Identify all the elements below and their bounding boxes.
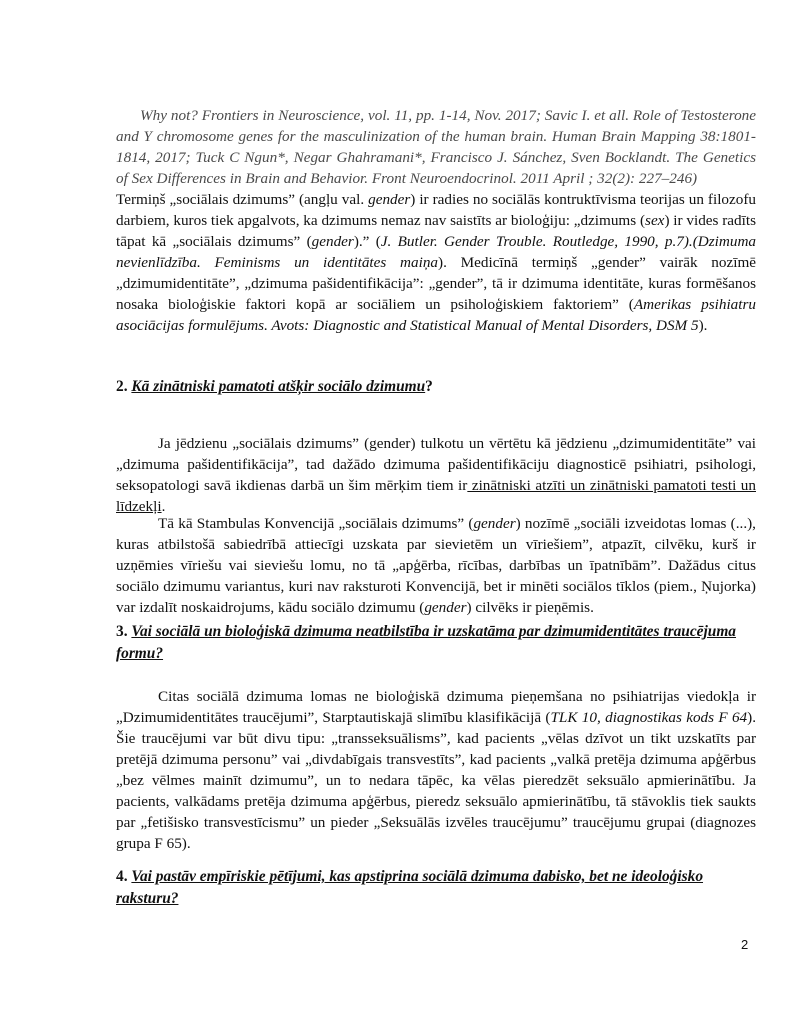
heading-number: 4. [116,868,132,885]
text-run: . [161,498,166,515]
section-heading-4 [116,866,756,910]
paragraph-istanbul-convention [116,513,756,618]
page-number: 2 [741,937,749,952]
heading-title: Kā zinātniski pamatoti atšķir sociālo dzimumu [131,378,426,395]
underlined-run: zinātniski atzīti un zinātniski pamatoti testi un līdzekļi [116,477,756,515]
heading-title: Vai pastāv empīriskie pētījumi, kas apstiprina sociālā dzimuma dabisko, bet ne ideoloģisko raksturu? [116,868,704,907]
text-run: Ja jēdzienu „sociālais dzimums” (gender) tulkotu un vērtētu kā jēdzienu „dzimumidentitāte” vai „dzimuma pašidentifikācija”, tad dažādo dzimuma pašidentifikāciju diagnosticē psihiatri, psihologi, seksopatologi savā ikdienas darbā un šim mērķim tiem ir [116,435,756,494]
paragraph-psychiatry [116,686,756,854]
paragraph-terminology [116,105,756,336]
text-run: ) ir radies no sociālās kontruktīvisma teorijas un filozofu darbiem, kuros tiek apgalvots, ka dzimums nemaz nav saistīts ar bioloģiju: „dzimums ( [116,191,756,229]
heading-number: 3. [116,623,132,640]
text-run: ) nozīmē „sociāli izveidotas lomas (...), kuras atbilstošā sabiedrībā attiecīgi uzskata par sievietēm un vīriešiem”, atpazīt, cilvēku, kurš ir uzņēmies vīriešu vai sieviešu lomu, no tā „apģērba, rīcības, darbības un īpatnībām”. Dažādus citus sociālo dzimumu variantus, kuri nav raksturoti Konvencijā, bet ir minēti sociālos tīklos (piem., Ņujorka) var izdalīt noskaidrojums, kādu sociālo dzimumu ( [116,515,756,616]
text-run: ) ir vides radīts tāpat kā „sociālais dzimums” ( [116,212,756,250]
references-citation: Why not? Frontiers in Neuroscience, vol. 11, pp. 1-14, Nov. 2017; Savic I. et all. Role of Testosterone and Y chromosome genes for the masculinization of the human brain. Human Brain Mapping 38:1801-1814, 2017; Tuck C Ngun*, Negar Ghahramani*, Francisco J. Sánchez, Sven Bocklandt. The Genetics of Sex Differences in Brain and Behavior. Front Neuroendocrinol. 2011 April ; 32(2): 227–246) [116,107,756,187]
heading-end: ? [425,378,433,395]
paragraph-gender-identity [116,433,756,517]
italic-run: gender [424,599,467,616]
italic-run: gender [311,233,354,250]
heading-title: Vai sociālā un bioloģiskā dzimuma neatbilstība ir uzskatāma par dzimumidentitātes traucējuma formu? [116,623,737,662]
section-heading-3 [116,621,756,665]
text-run: ).” ( [353,233,381,250]
text-run: Tā kā Stambulas Konvencijā „sociālais dzimums” ( [158,515,474,532]
section-heading-2 [116,376,756,398]
italic-run: J. Butler. Gender Trouble. Routledge, 1990, p.7).(Dzimuma nevienlīdzība. Feminisms un identitātes maiņa [116,233,757,271]
text-run: ) cilvēks ir pieņēmis. [466,599,594,616]
text-run: Citas sociālā dzimuma lomas ne bioloģiskā dzimuma pieņemšana no psihiatrijas viedokļa ir „Dzimumidentitātes traucējumi”, Starptautiskajā slimību klasifikācijā ( [116,688,756,726]
text-run: Termiņš „sociālais dzimums” (angļu val. [116,191,369,208]
italic-run: Amerikas psihiatru asociācijas formulējums. Avots: Diagnostic and Statistical Manual of Mental Disorders, DSM 5 [116,296,757,334]
text-run: ). [698,317,708,334]
text-run: ). Medicīnā termiņš „gender” vairāk nozīmē „dzimumidentitāte”, „dzimuma pašidentifikācija”: „gender”, tā ir dzimuma identitāte, kuras formēšanos nosaka bioloģiskie faktori kopā ar sociāliem un psiholoģiskiem faktoriem” ( [116,254,757,313]
italic-run: TLK 10, diagnostikas kods F 64 [550,709,748,726]
italic-run: gender [368,191,411,208]
heading-number: 2. [116,378,132,395]
italic-run: sex [645,212,665,229]
text-run: ). Šie traucējumi var būt divu tipu: „transseksuālisms”, kad pacients „vēlas dzīvot un tikt uzskatīts par pretējā dzimuma personu” vai „divdabīgais transvestīts”, kad pacients „valkā pretēja dzimuma apģērbus „bez vēlmes mainīt dzimumu”, un to nedara tāpēc, ka vēlas pieredzēt seksuālo apmierinātību. Ja pacients, valkādams pretēja dzimuma apģērbus, pieredz seksuālo apmierinātību, tā stāvoklis tiek saukts par „fetišisko transvestīcismu” un pieder „Seksuālās izvēles traucējumu” traucējumu grupai (diagnozes grupa F 65). [116,709,756,852]
italic-run: gender [473,515,516,532]
